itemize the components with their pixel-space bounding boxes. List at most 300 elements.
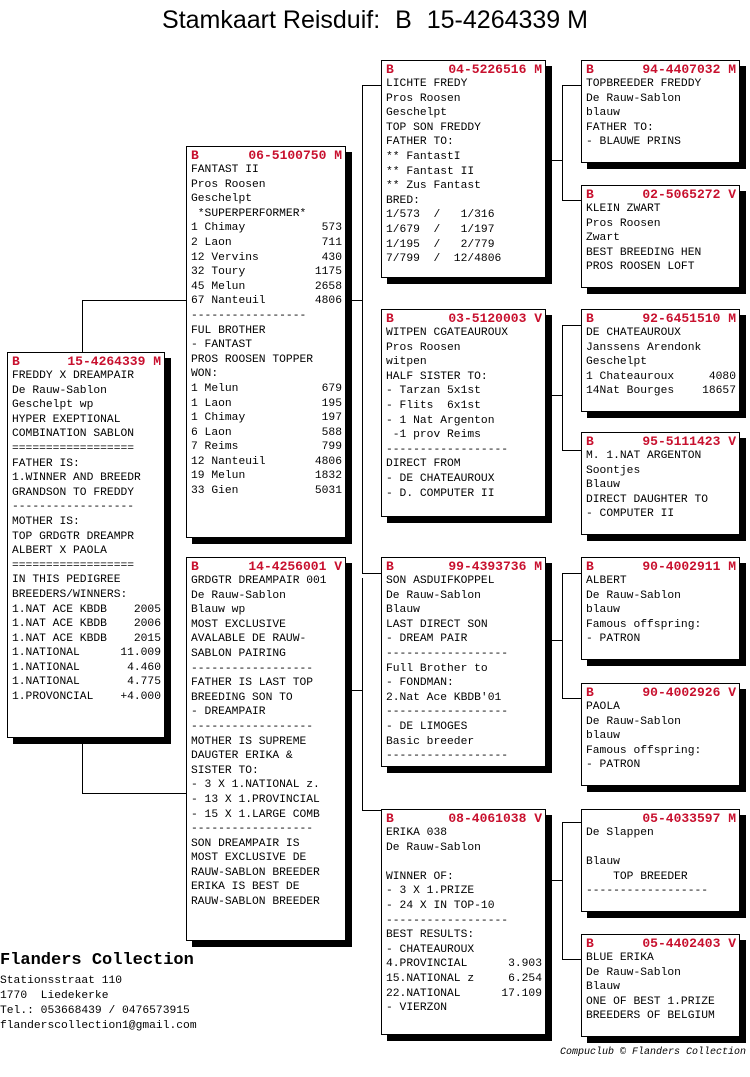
card-line: De Rauw-Sablon xyxy=(386,589,481,602)
country-code: B xyxy=(191,559,199,574)
connector xyxy=(362,85,363,573)
connector xyxy=(552,640,562,641)
connector xyxy=(562,959,581,960)
result-label: 15.NATIONAL z xyxy=(386,972,475,985)
card-line: Zwart xyxy=(586,232,620,245)
card-line: De Rauw-Sablon xyxy=(386,841,481,854)
card-line: RAUW-SABLON BREEDER xyxy=(191,896,320,909)
card-line: - FANTAST xyxy=(191,339,253,352)
card-line: Soontjes xyxy=(586,464,641,477)
card-line: 7/799 / 12/4806 xyxy=(386,253,502,266)
card-line: PROS ROOSEN TOPPER xyxy=(191,353,314,366)
card-line: 1/195 / 2/779 xyxy=(386,238,495,251)
card-line: 1/573 / 1/316 xyxy=(386,209,495,222)
result-label: 12 Nanteuil xyxy=(191,455,266,468)
result-value: 5031 xyxy=(314,485,342,498)
country-code: B xyxy=(586,62,594,77)
result-value: 4.775 xyxy=(127,676,161,689)
card-line xyxy=(586,841,736,856)
result-label: 1.PROVONCIAL xyxy=(12,691,94,704)
result-row xyxy=(191,221,342,236)
connector xyxy=(552,395,562,396)
card-line: GRANDSON TO FREDDY xyxy=(12,486,135,499)
card-line xyxy=(386,855,542,870)
connector xyxy=(562,822,581,823)
result-row xyxy=(191,411,342,426)
result-label: 7 Reims xyxy=(191,441,239,454)
card-line: Blauw xyxy=(386,604,420,617)
card-line: BEST BREEDING HEN xyxy=(586,246,702,259)
card-line: Blauw wp xyxy=(191,604,246,617)
card-line: SON ASDUIFKOPPEL xyxy=(386,575,495,587)
card-line: ------------------ xyxy=(386,647,509,660)
result-value: 197 xyxy=(321,412,342,425)
result-label: 1.NAT ACE KBDB xyxy=(12,618,107,631)
result-value: 6.254 xyxy=(508,972,542,985)
card-line: WITPEN CGATEAUROUX xyxy=(386,327,509,339)
result-label: 1.NATIONAL xyxy=(12,661,80,674)
card-line: Blauw xyxy=(586,479,620,492)
card-line: - COMPUTER II xyxy=(586,508,675,521)
card-line: WINNER OF: xyxy=(386,870,454,883)
result-row xyxy=(191,236,342,251)
card-line: Blauw xyxy=(586,981,620,994)
card-line: - 24 X IN TOP-10 xyxy=(386,899,495,912)
card-line: Basic breeder xyxy=(386,735,475,748)
country-code: B xyxy=(191,148,199,163)
ring-header xyxy=(12,354,161,369)
card-line: ** Zus Fantast xyxy=(386,180,481,193)
connector xyxy=(82,300,186,301)
card-line: MOTHER IS: xyxy=(12,515,80,528)
card-line: - PATRON xyxy=(586,759,641,772)
result-row xyxy=(191,280,342,295)
card-line: - D. COMPUTER II xyxy=(386,487,495,500)
result-label: 12 Vervins xyxy=(191,251,259,264)
card-line: ================== xyxy=(12,442,135,455)
country-code: B xyxy=(586,936,594,951)
country-code: B xyxy=(386,811,394,826)
country-code: B xyxy=(586,434,594,449)
ring-header xyxy=(586,311,736,326)
country-code: B xyxy=(586,311,594,326)
connector xyxy=(362,810,381,811)
connector xyxy=(352,300,362,301)
pedigree-card-mmm xyxy=(581,934,740,1037)
connector xyxy=(562,573,563,698)
card-line: - PATRON xyxy=(586,633,641,646)
result-label: 33 Gien xyxy=(191,485,239,498)
result-label: 1 Chateauroux xyxy=(586,370,675,383)
card-line: - 13 X 1.PROVINCIAL xyxy=(191,793,320,806)
card-line: - DREAMPAIR xyxy=(191,706,266,719)
card-line: FATHER IS LAST TOP xyxy=(191,677,314,690)
result-row xyxy=(12,690,161,705)
connector xyxy=(562,85,563,200)
result-row xyxy=(12,632,161,647)
card-line: witpen xyxy=(386,356,427,369)
result-label: 1 Chimay xyxy=(191,222,246,235)
card-line: Geschelpt xyxy=(586,356,648,369)
card-line: -1 prov Reims xyxy=(386,429,481,442)
card-line: TOP SON FREDDY xyxy=(386,121,481,134)
connector xyxy=(362,578,363,810)
card-line: Geschelpt wp xyxy=(12,399,94,412)
card-line: De Rauw-Sablon xyxy=(586,92,681,105)
ring-header xyxy=(586,936,736,951)
ring-header xyxy=(386,559,542,574)
result-label: 14Nat Bourges xyxy=(586,385,675,398)
result-label: 22.NATIONAL xyxy=(386,987,461,1000)
card-line: PROS ROOSEN LOFT xyxy=(586,261,695,274)
ring-number: 95-5111423 V xyxy=(642,434,736,449)
card-line: ------------------ xyxy=(191,823,314,836)
result-value: 430 xyxy=(321,251,342,264)
result-value: 4806 xyxy=(314,295,342,308)
card-line: - DE LIMOGES xyxy=(386,720,468,733)
result-row xyxy=(191,397,342,412)
card-line: FANTAST II xyxy=(191,164,259,176)
result-value: 1175 xyxy=(314,266,342,279)
card-line: Full Brother to xyxy=(386,662,488,675)
card-line: LAST DIRECT SON xyxy=(386,618,488,631)
ring-header xyxy=(586,685,736,700)
card-line: ------------------ xyxy=(12,501,135,514)
card-line: 2.Nat Ace KBDB'01 xyxy=(386,691,502,704)
card-line: ------------------ xyxy=(386,706,509,719)
result-value: 679 xyxy=(321,382,342,395)
card-line: WON: xyxy=(191,368,219,381)
pedigree-card-father xyxy=(186,146,346,538)
result-label: 4.PROVINCIAL xyxy=(386,958,468,971)
card-line: BLUE ERIKA xyxy=(586,952,654,964)
result-value: 2006 xyxy=(133,618,161,631)
result-value: 588 xyxy=(321,426,342,439)
ring-header xyxy=(586,434,736,449)
result-row xyxy=(12,675,161,690)
result-value: 2658 xyxy=(314,280,342,293)
card-line: *SUPERPERFORMER* xyxy=(191,207,307,220)
card-line: 1/679 / 1/197 xyxy=(386,223,495,236)
connector xyxy=(82,738,83,793)
country-code: B xyxy=(586,187,594,202)
card-line: - 3 X 1.PRIZE xyxy=(386,885,475,898)
country-code: B xyxy=(386,311,394,326)
card-line: HALF SISTER TO: xyxy=(386,370,488,383)
pedigree-card-fmf xyxy=(581,309,740,412)
result-row xyxy=(586,370,736,385)
breeder-city: 1770 Liedekerke xyxy=(0,990,109,1002)
card-line: Famous offspring: xyxy=(586,618,702,631)
card-line: blauw xyxy=(586,604,620,617)
ring-header xyxy=(586,187,736,202)
pedigree-card-mother-mother xyxy=(381,809,546,1035)
result-row xyxy=(191,484,342,499)
card-line: DAUGTER ERIKA & xyxy=(191,750,293,763)
card-line: - 1 Nat Argenton xyxy=(386,414,495,427)
card-line: TOPBREEDER FREDDY xyxy=(586,78,702,90)
result-row xyxy=(586,384,736,399)
card-line: - Flits 6x1st xyxy=(386,399,481,412)
result-row xyxy=(191,455,342,470)
result-value: 1832 xyxy=(314,470,342,483)
page-title xyxy=(0,6,750,35)
card-line: ------------------ xyxy=(191,662,314,675)
card-line: De Rauw-Sablon xyxy=(586,966,681,979)
ring-number: 90-4002926 V xyxy=(642,685,736,700)
card-line: FATHER TO: xyxy=(586,121,654,134)
card-line: FUL BROTHER xyxy=(191,324,266,337)
pedigree-card-mother-father xyxy=(381,557,546,767)
ring-number: 99-4393736 M xyxy=(448,559,542,574)
result-value: 195 xyxy=(321,397,342,410)
ring-number: 90-4002911 M xyxy=(642,559,736,574)
card-line: AVALABLE DE RAUW- xyxy=(191,633,307,646)
card-line: Pros Roosen xyxy=(191,178,266,191)
card-line: blauw xyxy=(586,730,620,743)
pedigree-card-mmf xyxy=(581,809,740,912)
result-label: 19 Melun xyxy=(191,470,246,483)
result-value: 11.009 xyxy=(120,647,161,660)
ring-number: 15-4264339 M xyxy=(67,354,161,369)
title-prefix: Stamkaart Reisduif: xyxy=(162,6,381,34)
connector xyxy=(552,160,562,161)
connector xyxy=(82,300,83,353)
result-value: 4080 xyxy=(708,370,736,383)
result-value: 799 xyxy=(321,441,342,454)
result-label: 1.NATIONAL xyxy=(12,647,80,660)
country-code: B xyxy=(386,559,394,574)
card-line: ALBERT X PAOLA xyxy=(12,545,107,558)
ring-number: 02-5065272 V xyxy=(642,187,736,202)
result-label: 1 Melun xyxy=(191,382,239,395)
card-line: Pros Roosen xyxy=(386,92,461,105)
card-line: TOP GRDGTR DREAMPR xyxy=(12,530,135,543)
card-line: De Slappen xyxy=(586,827,654,839)
card-line: FATHER TO: xyxy=(386,136,454,149)
ring-number: 94-4407032 M xyxy=(642,62,736,77)
card-line: ------------------ xyxy=(386,750,509,763)
card-line: 1.WINNER AND BREEDR xyxy=(12,472,141,485)
result-row xyxy=(191,265,342,280)
card-line: KLEIN ZWART xyxy=(586,203,661,215)
card-line: blauw xyxy=(586,107,620,120)
result-row xyxy=(386,957,542,972)
card-line: Famous offspring: xyxy=(586,744,702,757)
ring-header xyxy=(191,559,342,574)
connector xyxy=(562,325,581,326)
card-line: SISTER TO: xyxy=(191,764,259,777)
result-row xyxy=(191,440,342,455)
connector xyxy=(562,573,581,574)
connector xyxy=(562,200,581,201)
pedigree-card-mfm xyxy=(581,683,740,786)
ring-number: 03-5120003 V xyxy=(448,311,542,326)
card-line: - DE CHATEAUROUX xyxy=(386,472,495,485)
pedigree-card-mother xyxy=(186,557,346,941)
card-line: RAUW-SABLON BREEDER xyxy=(191,866,320,879)
result-label: 32 Toury xyxy=(191,266,246,279)
card-line: MOST EXCLUSIVE DE xyxy=(191,852,307,865)
card-line: MOST EXCLUSIVE xyxy=(191,618,286,631)
breeder-address: Stationsstraat 110 xyxy=(0,975,123,987)
result-value: 18657 xyxy=(702,385,736,398)
connector xyxy=(562,822,563,959)
card-line: M. 1.NAT ARGENTON xyxy=(586,450,702,462)
result-value: 4.460 xyxy=(127,661,161,674)
card-line: GRDGTR DREAMPAIR 001 xyxy=(191,575,327,587)
connector xyxy=(562,698,581,699)
card-line: - BLAUWE PRINS xyxy=(586,136,681,149)
card-line: Pros Roosen xyxy=(586,217,661,230)
country-code: B xyxy=(12,354,20,369)
breeder-email[interactable]: flanderscollection1@gmail.com xyxy=(0,1020,197,1032)
card-line: BREEDING SON TO xyxy=(191,691,293,704)
card-line: COMBINATION SABLON xyxy=(12,428,135,441)
ring-header xyxy=(386,311,542,326)
ring-header xyxy=(586,62,736,77)
card-line: SON DREAMPAIR IS xyxy=(191,837,300,850)
card-line: ** Fantast II xyxy=(386,165,475,178)
card-line: Geschelpt xyxy=(386,107,448,120)
card-line: MOTHER IS SUPREME xyxy=(191,735,307,748)
result-label: 67 Nanteuil xyxy=(191,295,266,308)
card-line: - Tarzan 5x1st xyxy=(386,385,481,398)
card-line: SABLON PAIRING xyxy=(191,647,286,660)
credit-line: Compuclub © Flanders Collection xyxy=(559,1047,746,1058)
card-line: De Rauw-Sablon xyxy=(191,589,286,602)
title-ring: 15-4264339 M xyxy=(426,6,588,34)
result-value: 4806 xyxy=(314,455,342,468)
ring-header xyxy=(586,559,736,574)
connector xyxy=(562,450,581,451)
ring-number: 08-4061038 V xyxy=(448,811,542,826)
result-label: 1.NATIONAL xyxy=(12,676,80,689)
card-line: ------------------ xyxy=(386,443,509,456)
result-row xyxy=(191,469,342,484)
card-line: ERIKA IS BEST DE xyxy=(191,881,300,894)
result-value: 2015 xyxy=(133,632,161,645)
pedigree-card-subject xyxy=(7,352,165,738)
card-line: ----------------- xyxy=(191,309,307,322)
result-row xyxy=(191,426,342,441)
breeder-phone: Tel.: 053668439 / 0476573915 xyxy=(0,1005,190,1017)
pedigree-card-ffm xyxy=(581,185,740,288)
result-label: 45 Melun xyxy=(191,280,246,293)
card-line: ** FantastI xyxy=(386,150,461,163)
result-row xyxy=(12,646,161,661)
connector xyxy=(362,85,381,86)
card-line: BREEDERS/WINNERS: xyxy=(12,588,128,601)
ring-header xyxy=(386,811,542,826)
card-line: De Rauw-Sablon xyxy=(586,715,681,728)
card-line: FATHER IS: xyxy=(12,457,80,470)
card-line: DIRECT DAUGHTER TO xyxy=(586,493,709,506)
ring-number: 05-4033597 M xyxy=(642,811,736,826)
card-line: Pros Roosen xyxy=(386,341,461,354)
card-line: PAOLA xyxy=(586,701,620,713)
connector xyxy=(552,880,562,881)
connector xyxy=(562,325,563,450)
card-line: ------------------ xyxy=(386,914,509,927)
card-line: BRED: xyxy=(386,194,420,207)
country-code: B xyxy=(386,62,394,77)
result-row xyxy=(386,972,542,987)
card-line: BREEDERS OF BELGIUM xyxy=(586,1010,715,1023)
card-line: ONE OF BEST 1.PRIZE xyxy=(586,995,715,1008)
card-line: LICHTE FREDY xyxy=(386,78,468,90)
title-country: B xyxy=(395,6,412,34)
pedigree-card-father-mother xyxy=(381,309,546,517)
ring-header xyxy=(386,62,542,77)
connector xyxy=(82,793,186,794)
result-label: 1 Laon xyxy=(191,397,232,410)
ring-number: 92-6451510 M xyxy=(642,311,736,326)
pedigree-card-mff xyxy=(581,557,740,660)
card-line: De Rauw-Sablon xyxy=(12,384,107,397)
ring-number: 14-4256001 V xyxy=(248,559,342,574)
result-row xyxy=(191,251,342,266)
connector xyxy=(352,690,362,691)
result-row xyxy=(386,987,542,1002)
ring-number: 06-5100750 M xyxy=(248,148,342,163)
card-line: - CHATEAUROUX xyxy=(386,943,475,956)
ring-number: 04-5226516 M xyxy=(448,62,542,77)
card-line: - 3 X 1.NATIONAL z. xyxy=(191,779,320,792)
card-line: ------------------ xyxy=(586,885,709,898)
result-label: 2 Laon xyxy=(191,236,232,249)
connector xyxy=(362,573,381,574)
ring-header xyxy=(191,148,342,163)
connector xyxy=(562,85,581,86)
ring-header xyxy=(586,811,736,826)
card-line: - VIERZON xyxy=(386,1002,448,1015)
pedigree-card-fmm xyxy=(581,432,740,535)
card-line: - 15 X 1.LARGE COMB xyxy=(191,808,320,821)
card-line: - FONDMAN: xyxy=(386,677,454,690)
result-value: 573 xyxy=(321,222,342,235)
result-row xyxy=(12,661,161,676)
result-row xyxy=(12,617,161,632)
card-line: DE CHATEAUROUX xyxy=(586,327,681,339)
result-value: 711 xyxy=(321,236,342,249)
card-line: ALBERT xyxy=(586,575,627,587)
result-value: 2005 xyxy=(133,603,161,616)
result-value: +4.000 xyxy=(120,691,161,704)
card-line: ------------------ xyxy=(191,720,314,733)
card-line: Geschelpt xyxy=(191,193,253,206)
card-line: De Rauw-Sablon xyxy=(586,589,681,602)
pedigree-card-father-father xyxy=(381,60,546,278)
result-row xyxy=(191,294,342,309)
card-line: HYPER EXEPTIONAL xyxy=(12,413,121,426)
card-line: TOP BREEDER xyxy=(586,870,688,883)
result-label: 1.NAT ACE KBDB xyxy=(12,603,107,616)
card-line: ERIKA 038 xyxy=(386,827,448,839)
breeder-name: Flanders Collection xyxy=(0,951,194,970)
card-line: IN THIS PEDIGREE xyxy=(12,574,121,587)
result-row xyxy=(12,603,161,618)
result-label: 1 Chimay xyxy=(191,412,246,425)
result-value: 3.903 xyxy=(508,958,542,971)
result-label: 6 Laon xyxy=(191,426,232,439)
result-value: 17.109 xyxy=(501,987,542,1000)
card-line: - DREAM PAIR xyxy=(386,633,468,646)
card-line: BEST RESULTS: xyxy=(386,929,475,942)
card-line: FREDDY X DREAMPAIR xyxy=(12,370,135,382)
ring-number: 05-4402403 V xyxy=(642,936,736,951)
pedigree-card-fff xyxy=(581,60,740,163)
